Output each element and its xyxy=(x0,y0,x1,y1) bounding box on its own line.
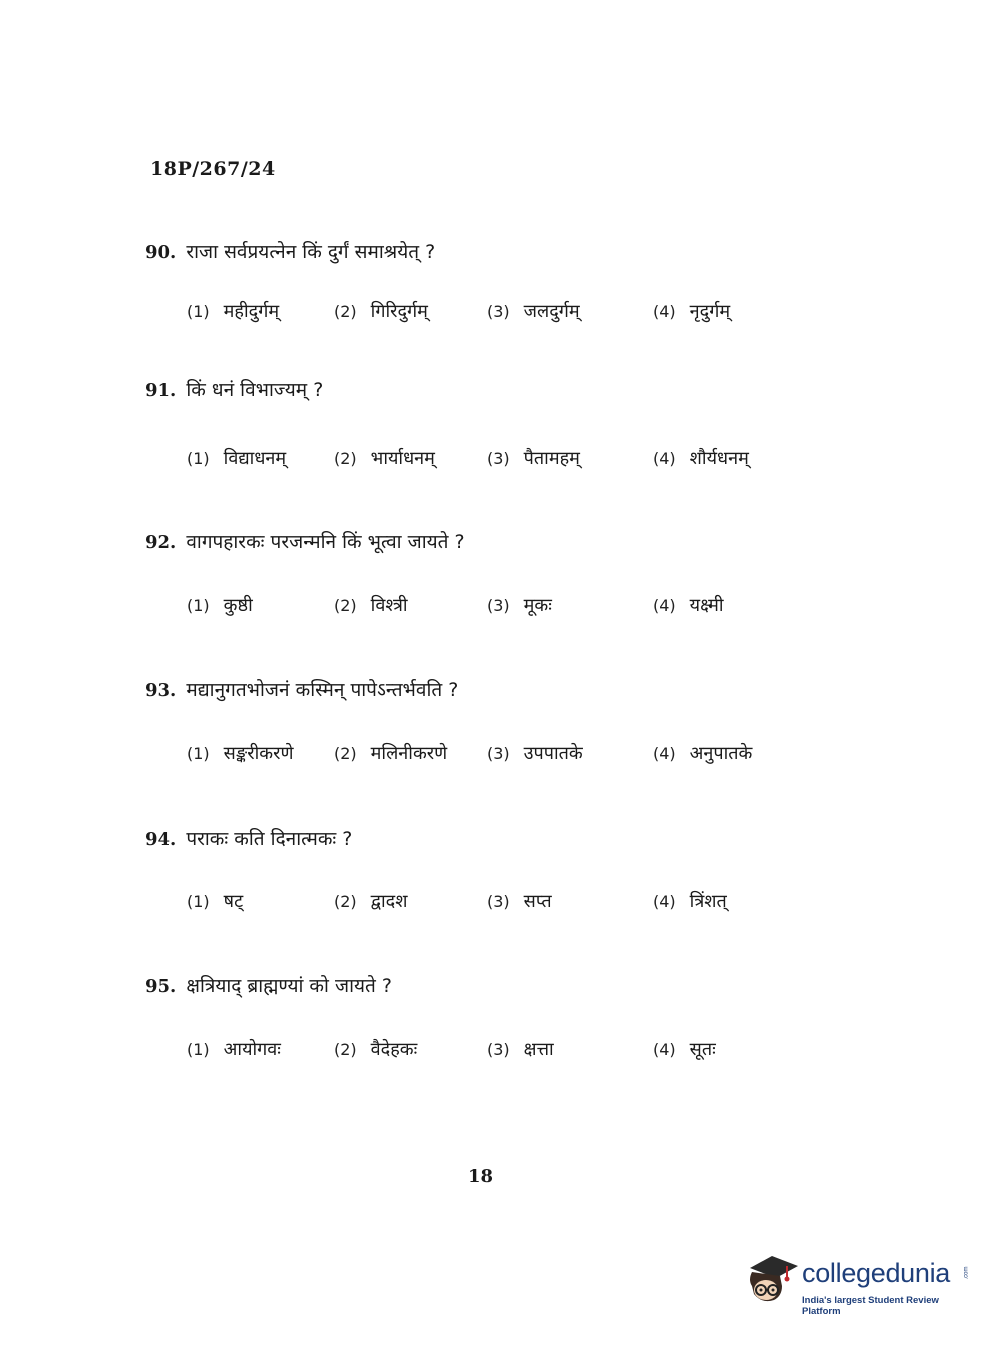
option-text: विद्याधनम् xyxy=(223,448,287,469)
question-text: राजा सर्वप्रयत्नेन किं दुर्गं समाश्रयेत् ? xyxy=(186,241,436,263)
option-number: (4) xyxy=(653,449,676,468)
option-number: (3) xyxy=(487,302,510,321)
option-text: पैतामहम् xyxy=(523,448,580,469)
option-1 xyxy=(187,1037,281,1061)
option-text: जलदुर्गम् xyxy=(523,301,580,322)
question-text: वागपहारकः परजन्मनि किं भूत्वा जायते ? xyxy=(186,531,465,553)
brand-name: collegedunia xyxy=(802,1258,951,1288)
option-number: (1) xyxy=(187,302,210,321)
question-number: 90. xyxy=(145,242,177,263)
option-1 xyxy=(187,593,253,617)
option-text: षट् xyxy=(223,891,244,912)
page-number: 18 xyxy=(468,1166,494,1187)
option-number: (1) xyxy=(187,449,210,468)
options-92 xyxy=(187,593,807,623)
option-text: अनुपातके xyxy=(689,743,753,764)
question-93 xyxy=(145,676,458,702)
option-text: उपपातके xyxy=(523,743,583,764)
options-94 xyxy=(187,889,807,919)
brand-tagline: India's largest Student Review Platform xyxy=(802,1295,939,1317)
question-text: पराकः कति दिनात्मकः ? xyxy=(186,828,353,850)
option-text: नृदुर्गम् xyxy=(689,301,731,322)
option-number: (4) xyxy=(653,892,676,911)
option-1 xyxy=(187,741,293,765)
question-number: 91. xyxy=(145,380,177,401)
question-90 xyxy=(145,238,435,264)
brand-dotcom: .com xyxy=(963,1266,970,1280)
option-number: (4) xyxy=(653,1040,676,1059)
option-number: (2) xyxy=(334,744,357,763)
option-3 xyxy=(487,593,552,617)
option-text: गिरिदुर्गम् xyxy=(370,301,428,322)
option-text: क्षत्ता xyxy=(523,1039,554,1060)
option-number: (2) xyxy=(334,449,357,468)
option-2 xyxy=(334,299,428,323)
option-text: भार्याधनम् xyxy=(370,448,435,469)
option-4 xyxy=(653,299,730,323)
option-number: (3) xyxy=(487,744,510,763)
options-90 xyxy=(187,299,807,329)
question-95 xyxy=(145,972,392,998)
option-number: (3) xyxy=(487,1040,510,1059)
option-text: सङ्करीकरणे xyxy=(223,743,294,764)
paper-code: 18P/267/24 xyxy=(150,158,276,180)
option-number: (1) xyxy=(187,744,210,763)
option-number: (2) xyxy=(334,892,357,911)
options-93 xyxy=(187,741,807,771)
option-3 xyxy=(487,446,580,470)
question-text: मद्यानुगतभोजनं कस्मिन् पापेऽन्तर्भवति ? xyxy=(186,679,459,701)
option-3 xyxy=(487,741,583,765)
option-3 xyxy=(487,889,552,913)
option-4 xyxy=(653,1037,716,1061)
option-4 xyxy=(653,741,752,765)
option-3 xyxy=(487,1037,554,1061)
question-91 xyxy=(145,376,323,402)
option-text: सप्त xyxy=(523,891,552,912)
option-2 xyxy=(334,889,407,913)
option-number: (2) xyxy=(334,302,357,321)
option-text: त्रिंशत् xyxy=(689,891,727,912)
option-number: (4) xyxy=(653,302,676,321)
option-2 xyxy=(334,1037,417,1061)
option-text: महीदुर्गम् xyxy=(223,301,280,322)
option-text: यक्ष्मी xyxy=(689,595,724,616)
option-text: आयोगवः xyxy=(223,1039,281,1060)
collegedunia-watermark xyxy=(742,1250,972,1317)
option-number: (4) xyxy=(653,596,676,615)
option-number: (2) xyxy=(334,596,357,615)
option-text: मलिनीकरणे xyxy=(370,743,448,764)
option-text: विश्त्री xyxy=(370,595,408,616)
option-number: (1) xyxy=(187,1040,210,1059)
options-95 xyxy=(187,1037,807,1067)
question-text: किं धनं विभाज्यम् ? xyxy=(186,379,324,401)
option-2 xyxy=(334,741,447,765)
option-text: द्वादश xyxy=(370,891,408,912)
option-number: (1) xyxy=(187,892,210,911)
option-1 xyxy=(187,299,279,323)
option-1 xyxy=(187,889,243,913)
option-2 xyxy=(334,446,435,470)
question-number: 94. xyxy=(145,829,177,850)
option-text: सूतः xyxy=(689,1039,716,1060)
question-94 xyxy=(145,825,352,851)
option-text: मूकः xyxy=(523,595,552,616)
question-number: 92. xyxy=(145,532,177,553)
option-number: (2) xyxy=(334,1040,357,1059)
option-3 xyxy=(487,299,580,323)
options-91 xyxy=(187,446,807,476)
option-number: (4) xyxy=(653,744,676,763)
option-number: (3) xyxy=(487,892,510,911)
question-text: क्षत्रियाद् ब्राह्मण्यां को जायते ? xyxy=(186,975,392,997)
question-92 xyxy=(145,528,465,554)
option-text: कुष्ठी xyxy=(223,595,253,616)
option-4 xyxy=(653,593,724,617)
option-number: (1) xyxy=(187,596,210,615)
option-number: (3) xyxy=(487,596,510,615)
option-text: वैदेहकः xyxy=(370,1039,418,1060)
option-2 xyxy=(334,593,408,617)
question-number: 95. xyxy=(145,976,177,997)
student-mascot-logo-icon xyxy=(742,1250,800,1308)
option-1 xyxy=(187,446,286,470)
option-4 xyxy=(653,889,727,913)
question-number: 93. xyxy=(145,680,177,701)
option-4 xyxy=(653,446,749,470)
option-number: (3) xyxy=(487,449,510,468)
option-text: शौर्यधनम् xyxy=(689,448,749,469)
